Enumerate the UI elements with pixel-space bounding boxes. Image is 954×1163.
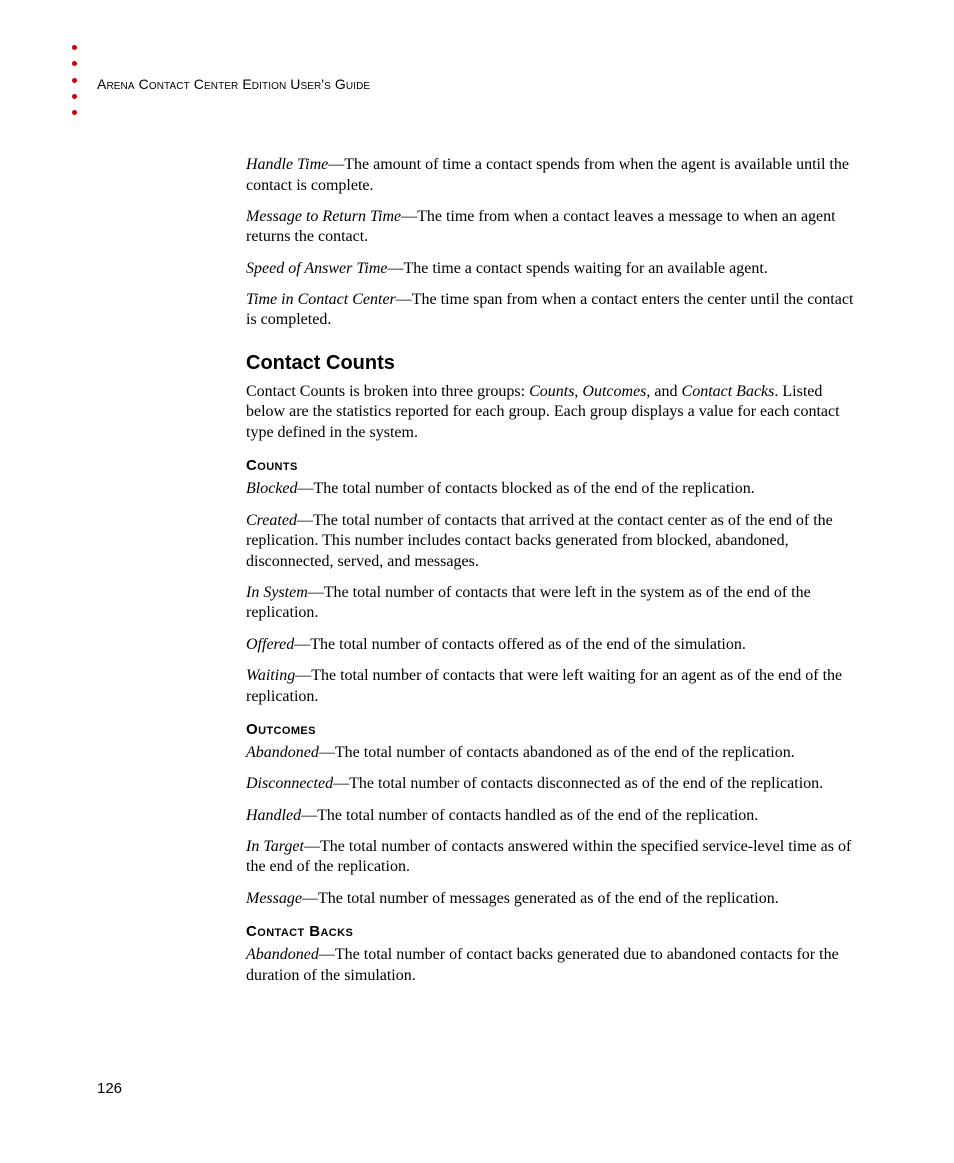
definition-term: Message: [246, 889, 302, 907]
definition-term: Created: [246, 511, 297, 529]
page-number: 126: [97, 1080, 123, 1097]
definition-abandoned-contact-backs: [246, 945, 860, 986]
definition-offered: [246, 635, 860, 656]
definition-term: In Target: [246, 837, 304, 855]
definition-waiting: [246, 666, 860, 707]
definition-term: Offered: [246, 635, 295, 653]
definition-term: Waiting: [246, 667, 296, 685]
definition-handle-time: [246, 155, 860, 196]
definition-disconnected: [246, 774, 860, 795]
definition-term: Abandoned: [246, 946, 319, 964]
definition-term: Handle Time: [246, 156, 329, 173]
group-name: Contact Backs: [681, 382, 775, 400]
definition-term: Message to Return Time: [246, 207, 402, 225]
definition-created: [246, 511, 860, 573]
contact-counts-intro: [246, 382, 860, 444]
intro-text: Contact Counts is broken into three groups:: [246, 382, 530, 400]
definition-text: —The total number of contacts blocked as of the end of the replication.: [297, 480, 755, 498]
intro-text: . Listed below are the statistics reported for each group. Each group displays a value for each contact type defined in the system.: [246, 382, 840, 441]
definition-text: —The time from when a contact leaves a message to when an agent returns the contact.: [246, 207, 836, 246]
definition-message: [246, 889, 860, 910]
subheading-counts: Counts: [246, 457, 298, 475]
bullet-icon: [72, 61, 77, 66]
intro-text: ,: [574, 382, 583, 400]
definition-text: —The total number of contacts answered within the specified service-level time as of the end of the replication.: [246, 837, 852, 876]
definition-term: Abandoned: [246, 744, 319, 762]
definition-text: —The amount of time a contact spends from when the agent is available until the contact is complete.: [246, 156, 849, 194]
definition-blocked: [246, 479, 860, 500]
margin-bullets: [72, 45, 82, 126]
definition-term: Blocked: [246, 480, 298, 498]
section-heading-contact-counts: Contact Counts: [246, 351, 395, 374]
definition-text: —The time span from when a contact enters the center until the contact is completed.: [246, 290, 854, 329]
bullet-icon: [72, 78, 77, 83]
main-content: [246, 155, 860, 997]
definition-term: Time in Contact Center: [246, 290, 396, 308]
definition-text: —The total number of contacts disconnected as of the end of the replication.: [333, 775, 824, 793]
definition-handled: [246, 806, 860, 827]
subheading-outcomes: Outcomes: [246, 721, 316, 739]
bullet-icon: [72, 110, 77, 115]
definition-in-target: [246, 837, 860, 878]
definition-speed-of-answer-time: [246, 259, 860, 280]
definition-term: Disconnected: [246, 775, 334, 793]
definition-text: —The total number of messages generated as of the end of the replication.: [301, 889, 779, 907]
bullet-icon: [72, 45, 77, 50]
group-name: Outcomes: [582, 382, 647, 400]
subheading-contact-backs: Contact Backs: [246, 923, 354, 941]
definition-in-system: [246, 583, 860, 624]
definition-text: —The total number of contacts that were left waiting for an agent as of the end of the replication.: [246, 667, 843, 705]
definition-term: Speed of Answer Time: [246, 259, 388, 277]
group-name: Counts: [529, 382, 575, 400]
definition-text: —The total number of contacts that were left in the system as of the end of the replication.: [246, 583, 811, 622]
definition-text: —The total number of contacts abandoned as of the end of the replication.: [318, 744, 795, 762]
running-header: Arena Contact Center Edition User's Guide: [97, 76, 371, 92]
bullet-icon: [72, 94, 77, 99]
definition-abandoned: [246, 743, 860, 764]
definition-message-to-return-time: [246, 207, 860, 248]
definition-text: —The total number of contacts that arrived at the contact center as of the end of the replication. This number includes contact backs generated from blocked, abandoned, disconnected, served, and messages.: [246, 511, 833, 570]
definition-text: —The total number of contacts handled as of the end of the replication.: [301, 806, 759, 824]
definition-text: —The total number of contact backs generated due to abandoned contacts for the duration of the simulation.: [246, 946, 839, 984]
definition-term: In System: [246, 583, 308, 601]
intro-text: , and: [646, 382, 682, 400]
definition-text: —The total number of contacts offered as of the end of the simulation.: [294, 635, 746, 653]
definition-term: Handled: [246, 806, 302, 824]
definition-time-in-contact-center: [246, 290, 860, 331]
definition-text: —The time a contact spends waiting for an available agent.: [387, 259, 768, 277]
